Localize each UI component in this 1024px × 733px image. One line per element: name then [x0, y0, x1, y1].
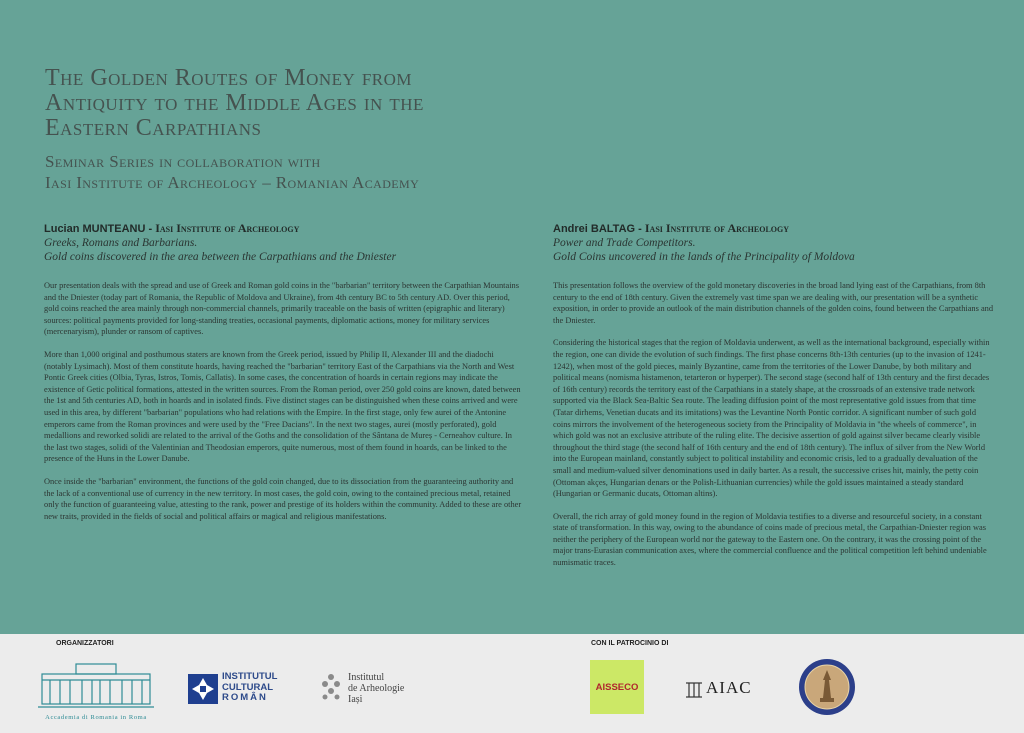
subtitle-line-1: Seminar Series in collaboration with: [45, 152, 321, 171]
left-paragraph-3: Once inside the "barbarian" environment, the functions of the gold coin changed, due to its dissociation from the guaranteeing authority and the lack of a conventional use of currency in the new territory. In most cases, the gold coin, owing to the contained precious metal, retained only the function of guaranteeing value, attesting to the rank, power and prestige of its holders within the community. Added to these are other new traits, provided in the fields of social and political affairs or magical and religious manifestations.: [44, 476, 522, 521]
right-paragraph-1: This presentation follows the overview of the gold monetary discoveries in the broad land lying east of the Carpathians, from 8th century to the end of 18th century. Given the extremely vast time span we are dealing with, our presentation will be a synthetic exposition, in order to provide an outlook of the main distribution channels of the golden coins, found between the Carpathians and the Dniester.: [553, 281, 994, 325]
footer: [0, 634, 1024, 733]
left-talk-title-1: Greeks, Romans and Barbarians.: [44, 237, 198, 249]
title-line-3: Eastern Carpathians: [45, 115, 262, 141]
title-line-1: The Golden Routes of Money from: [45, 65, 413, 91]
arheologie-line-1: Institutul: [348, 672, 385, 683]
right-author-affiliation: Iasi Institute of Archeology: [644, 221, 790, 235]
left-talk-title-2: Gold coins discovered in the area between the Carpathians and the Dniester: [44, 251, 397, 263]
arheologie-logo[interactable]: [318, 672, 438, 712]
aiac-logo[interactable]: [684, 678, 764, 702]
aiac-logo-text: AIAC: [706, 678, 752, 697]
arheologie-line-3: Iași: [348, 694, 363, 705]
icr-line-2: CULTURAL: [222, 681, 274, 693]
left-column: [44, 222, 522, 533]
accademia-logo-text: Accademia di Romania in Roma: [45, 714, 147, 721]
numismatic-seal-logo[interactable]: [798, 658, 856, 716]
right-abstract: [553, 280, 995, 569]
left-author: [44, 222, 522, 236]
icr-line-3: ROMÂN: [222, 692, 268, 703]
right-paragraph-2: Considering the historical stages that the region of Moldavia underwent, as well as the international background, especially within the region, one can divide the evolution of such findings. The first phase concerns 8th-13th centuries (up to the invasion of 1241-1242), when most of the gold pieces, mainly Byzantine, came from the territories of the Lower Danube, by both military and political means (nomisma histamenon, tetarteron or hyperper). The second stage (second half of 13th century and the first decades of 16th century) records the territory east of the Carpathians in a stately shape, at the crossroads of an extensive trade network supported via the Black Sea-Baltic Sea route. The leading diffusion point of the most representative gold issues from that time (Tatar dirhems, Venetian ducats and its imitations) was the Levantine North Pontic corridor. A significant number of such gold coins mirrors the involvement of the heterogeneous society from the Principality of Moldavia in "the wheels of commerce", in which gold was not an exclusive attribute of the ruling elite. The decisive assertion of gold against silver became clearly visible throughout the third stage (the second half of 16th century and the end of 18th century). The influx of silver from the New World into the European mainland, constantly subject to political instability and economic crisis, led to a gradually devaluation of the small and medium-valued silver denominations used in daily barter. As a result, the successive crises hit, mainly, the petty coin (Ottoman akçes, Hungarian denars or the Polish-Lithuanian currencies) while the gold issues maintained a steady standard (Hungarian or Germanic ducats, Ottoman altins).: [553, 338, 990, 499]
accademia-building-icon: [36, 660, 156, 710]
left-paragraph-1: Our presentation deals with the spread and use of Greek and Roman gold coins in the "barbarian" territory between the Carpathian Mountains and the Dniester (today part of Romania, the Republic of Moldova and Ukraine), from 4th century BC to 5th century AD. Over this period, gold coins reached the area mainly through non-commercial channels, primarily traceable on the basis of written (epigraphic and literary) sources: political payments provided for long-standing treaties, occasional payments, diplomatic actions, money for military services (mercenaryism), plunder or ransom of captives.: [44, 281, 519, 337]
right-author: [553, 222, 995, 236]
aisseco-logo-text: AISSECO: [595, 681, 639, 693]
right-talk-title-1: Power and Trade Competitors.: [553, 237, 696, 249]
title-line-2: Antiquity to the Middle Ages in the: [45, 90, 424, 116]
left-author-affiliation: Iasi Institute of Archeology: [155, 221, 300, 235]
arheologie-emblem-icon: [318, 672, 344, 702]
subtitle-line-2: Iasi Institute of Archeology – Romanian Academy: [45, 173, 420, 192]
right-paragraph-3: Overall, the rich array of gold money found in the region of Moldavia testifies to a diverse and resourceful society, in a constant state of transformation. In this way, owing to the abundance of coins made of precious metal, the Carpathian-Dniester region was neither the periphery of the European world nor the gateway to the Eastern one. On the contrary, it was the crossing point of the major trans-Eurasian communication axes, where the commercial confluence and the political competition left behind undeniable numismatic traces.: [553, 511, 987, 568]
aisseco-logo[interactable]: [590, 660, 644, 714]
right-talk-title-2: Gold Coins uncovered in the lands of the Principality of Moldova: [553, 251, 855, 263]
icr-logo[interactable]: [188, 672, 298, 712]
left-abstract: [44, 280, 522, 522]
left-author-name: Lucian MUNTEANU -: [44, 223, 156, 235]
left-paragraph-2: More than 1,000 original and posthumous staters are known from the Greek period, issued by Philip II, Alexander III and the diadochi (notably Lysimach). Most of them constitute hoards, having reached the "barbarian" territory East of the Carpathians via the North and West Pontic Greek cities (Olbia, Tyras, Istros, Tomis, Callatis). In some cases, the concentration of hoards in certain regions may indicate the existence of Getic political formations, attested in the written sources. From the Roman period, over 250 gold coins are known, dated between the 1st and 5th centuries AD, both in hoards and in isolated finds. Five distinct stages can be distinguished when these coins arrived and were used in this area, by different "barbarian" populations who had relations with the Empire. In the first stage, only few aurei of the Antonine emperors came from the Roman provinces and were used by the "Free Dacians". In the next two stages, aurei (mostly perforated), gold medallions and reworked solidi are related to the arrival of the Goths and the consolidation of the Sântana de Mureș - Cerneahov culture. In the last two stages, solidi of the Valentinian and Theodosian emperors, quite numerous, most of them found in hoards, can be linked to the presence of the Huns in the Lower Danube.: [44, 349, 521, 464]
arheologie-line-2: de Arheologie: [348, 683, 405, 694]
title-block: [45, 66, 645, 193]
seal-emblem-icon: [798, 658, 856, 716]
icr-logo-text: [222, 672, 277, 704]
icr-line-1: INSTITUTUL: [222, 671, 278, 682]
right-author-name: Andrei BALTAG -: [553, 223, 645, 235]
organizers-label: ORGANIZZATORI: [56, 640, 114, 647]
right-column: [553, 222, 995, 580]
aiac-column-icon: [684, 680, 704, 700]
arheologie-logo-text: [348, 672, 404, 705]
patronage-label: CON IL PATROCINIO DI: [591, 640, 669, 647]
icr-cross-icon: [188, 674, 218, 704]
accademia-logo[interactable]: [36, 660, 156, 724]
